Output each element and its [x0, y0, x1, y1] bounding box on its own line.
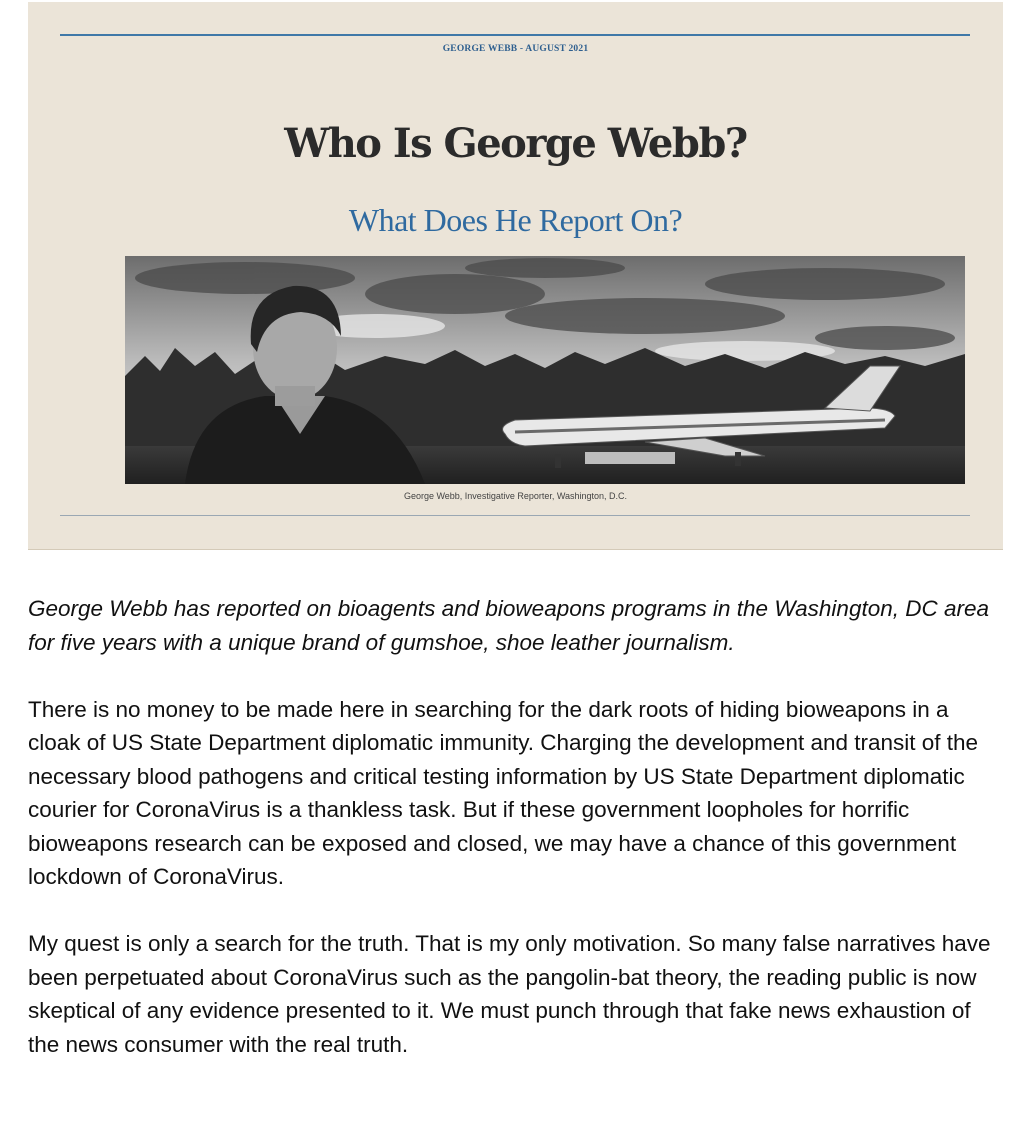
dateline: GEORGE WEBB - AUGUST 2021: [442, 44, 589, 54]
body-paragraph: My quest is only a search for the truth. That is my only motivation. So many false narratives have been perpetuated about CoronaVirus such as the pangolin-bat theory, the reading public is now skeptical of any evidence presented to it. We must punch through that fake news exhaustion of the news consumer with the real truth.: [28, 931, 991, 1057]
hero-photo-illustration: [125, 256, 965, 484]
top-rule: [60, 34, 970, 36]
photo-caption: George Webb, Investigative Reporter, Washington, D.C.: [403, 491, 628, 501]
article-banner: [28, 2, 1003, 550]
lead-paragraph: George Webb has reported on bioagents and bioweapons programs in the Washington, DC area for five years with a unique brand of gumshoe, shoe leather journalism.: [28, 596, 990, 655]
bottom-rule: [60, 515, 970, 516]
article-body: [28, 592, 1003, 1095]
body-paragraph: There is no money to be made here in searching for the dark roots of hiding bioweapons in a cloak of US State Department diplomatic immunity. Charging the development and transit of the necessary blood pathogens and critical testing information by US State Department diplomatic courier for CoronaVirus is a thankless task. But if these government loopholes for horrific bioweapons research can be exposed and closed, we may have a chance of this government lockdown of CoronaVirus.: [28, 696, 979, 889]
page-subtitle: What Does He Report On?: [348, 202, 683, 238]
hero-photo: [125, 256, 965, 484]
page-title: Who Is George Webb?: [284, 120, 747, 167]
